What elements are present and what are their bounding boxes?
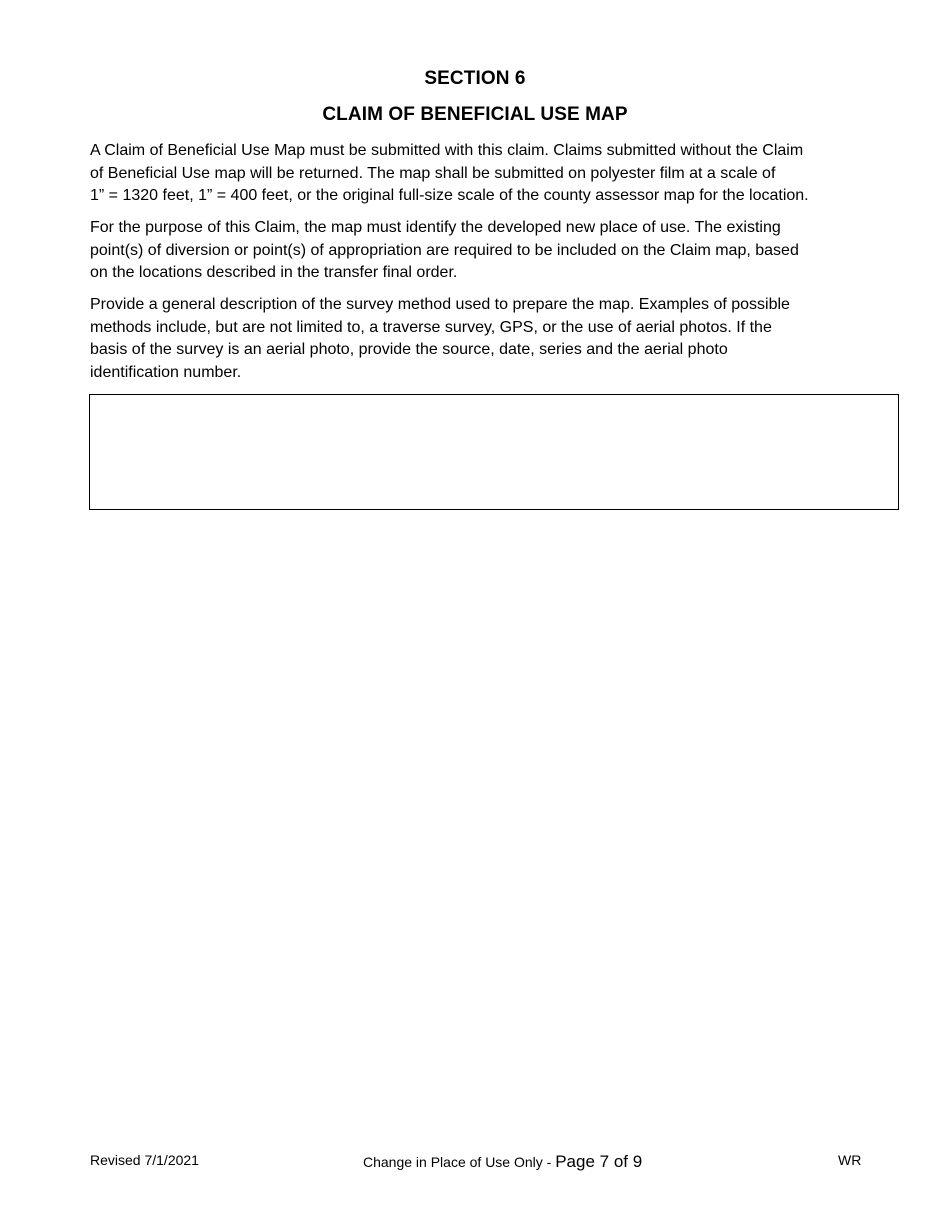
paragraph-line: Provide a general description of the survey method used to prepare the map. Examples of possible: [90, 296, 790, 313]
instruction-paragraph-place-of-use: [90, 217, 880, 285]
paragraph-line: methods include, but are not limited to, a traverse survey, GPS, or the use of aerial photos. If the: [90, 318, 772, 336]
paragraph-line: on the locations described in the transfer final order.: [90, 264, 458, 282]
survey-description-field[interactable]: [89, 394, 899, 510]
paragraph-line: 1” = 1320 feet, 1” = 400 feet, or the original full-size scale of the county assessor map for the location.: [90, 187, 809, 205]
footer-form-info: [363, 1152, 642, 1172]
footer-revised-date: Revised 7/1/2021: [90, 1152, 199, 1168]
instruction-paragraph-map-requirements: [90, 140, 880, 208]
section-title: SECTION 6: [424, 68, 526, 89]
footer-form-name: Change in Place of Use Only -: [363, 1154, 556, 1170]
section-subtitle: CLAIM OF BENEFICIAL USE MAP: [322, 104, 628, 125]
paragraph-line: of Beneficial Use map will be returned. The map shall be submitted on polyester film at a scale of: [90, 164, 776, 182]
footer-page-number: Page 7 of 9: [555, 1152, 643, 1171]
paragraph-line: For the purpose of this Claim, the map must identify the developed new place of use. The existing: [90, 219, 781, 236]
footer-form-code: WR: [838, 1152, 862, 1168]
paragraph-line: basis of the survey is an aerial photo, provide the source, date, series and the aerial photo: [90, 341, 728, 359]
paragraph-line: A Claim of Beneficial Use Map must be submitted with this claim. Claims submitted without the Claim: [90, 142, 804, 159]
instruction-paragraph-survey-method: [90, 294, 880, 384]
paragraph-line: point(s) of diversion or point(s) of appropriation are required to be included on the Claim map, based: [90, 241, 799, 259]
paragraph-line: identification number.: [90, 363, 242, 381]
